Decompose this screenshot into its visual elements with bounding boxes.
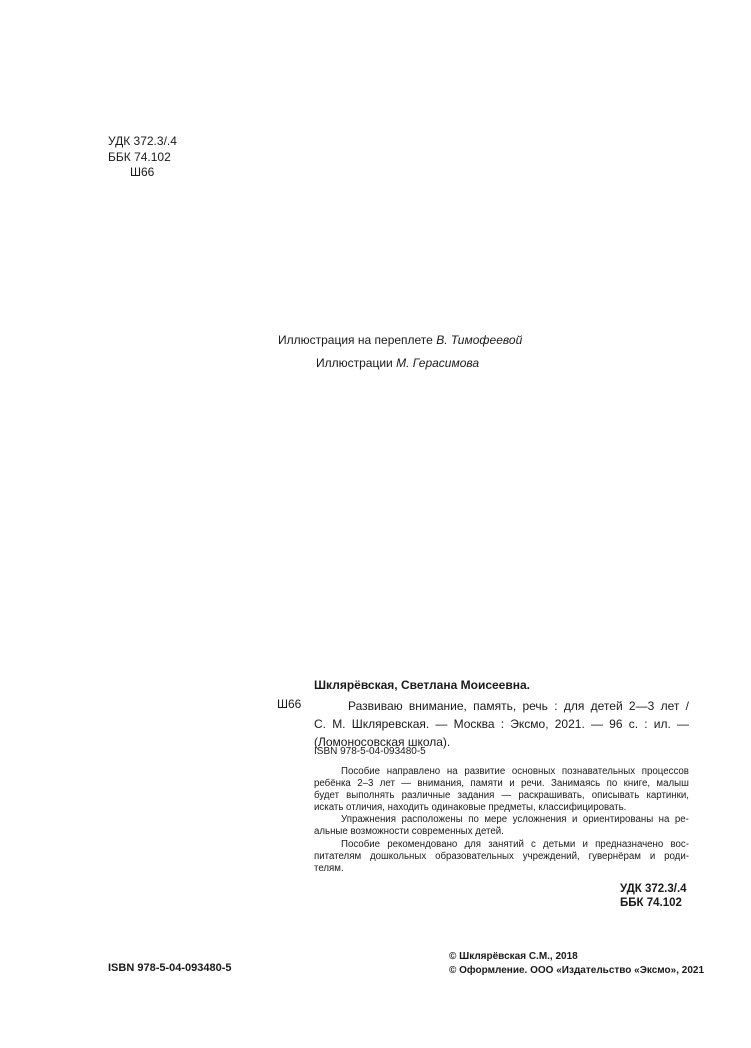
text-word: направлено — [386, 766, 441, 777]
text-word: и — [582, 838, 588, 850]
annotation-paragraph — [314, 814, 689, 838]
annotation-line — [314, 790, 689, 802]
text-word: Шкляревская. — [351, 717, 430, 731]
text-word: детей — [590, 699, 623, 713]
text-word: 2—3 — [628, 699, 655, 713]
text-word: — — [677, 717, 689, 731]
bibliographic-isbn: ISBN 978-5-04-093480-5 — [314, 746, 426, 757]
text-word: по — [468, 814, 479, 826]
text-word: для — [464, 838, 482, 850]
text-word: и — [509, 778, 515, 790]
bbk-code: ББК 74.102 — [108, 149, 171, 164]
annotation-paragraph — [314, 839, 689, 875]
annotation — [314, 766, 689, 875]
text-word: с. — [628, 717, 639, 731]
annotation-line — [314, 826, 689, 838]
classification-block-top — [108, 134, 177, 181]
text-word: С. — [314, 717, 326, 731]
copyright-author: © Шклярёвская С.М., 2018 — [449, 951, 578, 962]
text-word: процессов — [641, 766, 689, 777]
text-word: альные возможности современных детей. — [314, 826, 504, 838]
text-word: различные — [401, 790, 451, 802]
text-word: картинки, — [646, 790, 689, 802]
text-word: Пособие — [341, 766, 381, 777]
text-word: раскрашивать, — [518, 790, 585, 802]
text-word: речь — [522, 699, 548, 713]
text-word: искать отличия, находить одинаковые предметы, классифицировать. — [314, 802, 627, 814]
bibliographic-line — [314, 715, 689, 733]
text-word: расположены — [401, 814, 463, 826]
text-word: питателям — [314, 850, 362, 862]
bibliographic-author: Шклярёвская, Светлана Моисеевна. — [314, 678, 530, 692]
text-word: детьми — [543, 838, 576, 850]
text-word: Упражнения — [341, 814, 396, 826]
text-word: памяти — [470, 778, 503, 790]
annotation-paragraph — [314, 766, 689, 814]
annotation-line — [314, 851, 689, 863]
text-word: лет — [660, 699, 680, 713]
inner-illustration-label: Иллюстрации — [316, 356, 393, 370]
text-word: и — [649, 850, 656, 862]
text-word: Москва — [453, 717, 495, 731]
text-word: дошкольных — [370, 850, 427, 862]
text-word: : — [554, 699, 558, 713]
text-word: с — [531, 838, 536, 850]
classification-block-bottom — [620, 882, 687, 910]
text-word: предназначено — [595, 838, 664, 850]
bibliographic-code: Ш66 — [277, 697, 302, 711]
text-word: : — [500, 717, 505, 731]
text-word: описывать — [591, 790, 640, 802]
text-word: память, — [473, 699, 517, 713]
text-word: внимание, — [408, 699, 467, 713]
text-word: внимания, — [417, 778, 465, 790]
text-word: 2021. — [554, 717, 585, 731]
annotation-line — [314, 802, 689, 814]
text-word: книге, — [623, 778, 651, 790]
text-word: Развиваю — [348, 699, 403, 713]
text-word: / — [685, 699, 689, 713]
text-word: на — [446, 766, 458, 777]
annotation-line — [314, 766, 689, 778]
text-word: для — [563, 699, 585, 713]
text-word: 2–3 — [357, 778, 374, 790]
text-word: ре- — [674, 814, 689, 826]
text-word: учреждений, — [522, 850, 580, 862]
text-word: роди- — [664, 850, 689, 862]
annotation-line — [314, 814, 689, 826]
text-word: ориентированы — [582, 814, 654, 826]
isbn-main: ISBN 978-5-04-093480-5 — [108, 962, 232, 974]
text-word: речи. — [521, 778, 545, 790]
cover-illustration-credit — [278, 333, 522, 347]
annotation-line — [314, 839, 689, 851]
text-word: телям. — [314, 862, 344, 874]
text-word: лет — [379, 778, 395, 790]
annotation-line — [314, 863, 689, 875]
text-word: вос- — [670, 838, 689, 850]
text-word: образовательных — [435, 850, 514, 862]
text-word: мере — [484, 814, 508, 826]
text-word: и — [571, 814, 578, 826]
inner-illustration-artist: М. Герасимова — [396, 356, 480, 370]
text-word: на — [658, 814, 670, 826]
text-word: задания — [457, 790, 495, 802]
text-word: Занимаясь — [551, 778, 601, 790]
text-word: усложнения — [512, 814, 567, 826]
text-word: малыш — [656, 778, 689, 790]
annotation-line — [314, 778, 689, 790]
text-word: будет — [314, 790, 340, 802]
copyright-design: © Оформление. ООО «Издательство «Эксмо», 2021 — [449, 964, 705, 976]
udk-code-bottom: УДК 372.3/.4 — [620, 883, 687, 895]
cover-illustration-artist: В. Тимофеевой — [436, 333, 523, 347]
text-word: познавательных — [561, 766, 636, 777]
text-word: — — [501, 790, 512, 802]
text-word: занятий — [488, 838, 524, 850]
author-sign-code: Ш66 — [130, 165, 155, 179]
inner-illustration-credit — [316, 356, 479, 370]
text-word: основных — [511, 766, 556, 777]
text-word: Пособие — [341, 838, 381, 850]
text-word: : — [644, 717, 648, 731]
text-word: — — [401, 778, 411, 790]
text-word: — — [435, 717, 448, 731]
text-word: М. — [332, 717, 346, 731]
text-word: ил. — [653, 717, 671, 731]
text-word: гувернёрам — [588, 850, 641, 862]
text-word: развитие — [464, 766, 506, 777]
udk-code: УДК 372.3/.4 — [108, 134, 177, 148]
text-word: — — [590, 717, 603, 731]
cover-illustration-label: Иллюстрация на переплете — [278, 333, 433, 347]
copyright-block — [449, 950, 704, 977]
bibliographic-description — [314, 697, 689, 751]
text-word: ребёнка — [314, 778, 351, 790]
text-word: по — [606, 778, 618, 790]
text-word: рекомендовано — [387, 838, 458, 850]
text-word: Эксмо, — [510, 717, 549, 731]
text-word: (Ломоносовская школа). — [314, 735, 451, 749]
text-word: 96 — [609, 717, 623, 731]
text-word: выполнять — [346, 790, 395, 802]
bibliographic-line — [314, 697, 689, 715]
bbk-code-bottom: ББК 74.102 — [620, 897, 682, 909]
